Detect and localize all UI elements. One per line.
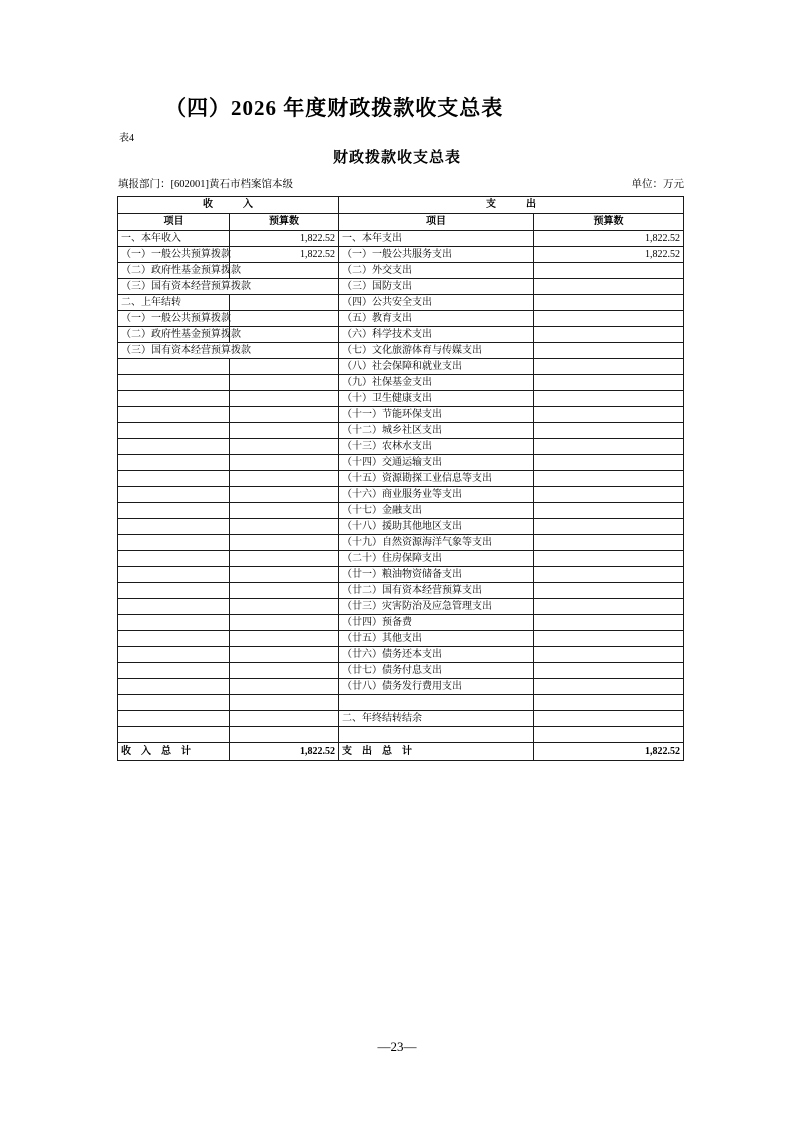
table-row: [118, 279, 684, 295]
expense-value-cell: [534, 663, 684, 679]
expense-item-cell: （八）社会保障和就业支出: [339, 359, 534, 375]
expense-value-cell: [534, 535, 684, 551]
income-item-cell: [118, 679, 230, 695]
table-row: [118, 295, 684, 311]
expense-item-cell: （廿一）粮油物资储备支出: [339, 567, 534, 583]
expense-item-cell: （廿七）债务付息支出: [339, 663, 534, 679]
income-value-cell: [230, 535, 339, 551]
income-item-cell: [118, 423, 230, 439]
income-budget-column-header: 预算数: [230, 214, 339, 231]
expense-item-cell: （六）科学技术支出: [339, 327, 534, 343]
income-value-cell: [230, 503, 339, 519]
income-item-cell: （一）一般公共预算拨款: [118, 247, 230, 263]
income-value-cell: [230, 615, 339, 631]
expense-value-cell: [534, 471, 684, 487]
expense-value-cell: [534, 487, 684, 503]
expense-value-cell: [534, 263, 684, 279]
expense-item-cell: （一）一般公共服务支出: [339, 247, 534, 263]
income-value-cell: [230, 263, 339, 279]
expense-item-cell: （十一）节能环保支出: [339, 407, 534, 423]
expense-value-cell: [534, 679, 684, 695]
income-value-cell: [230, 295, 339, 311]
income-item-cell: （三）国有资本经营预算拨款: [118, 343, 339, 359]
unit-label: 单位：万元: [631, 179, 684, 190]
expense-value-cell: [534, 407, 684, 423]
income-value-cell: [230, 711, 339, 727]
table-row: [118, 583, 684, 599]
expense-value-cell: [534, 423, 684, 439]
expense-item-cell: （廿二）国有资本经营预算支出: [339, 583, 534, 599]
expense-item-cell: （十三）农林水支出: [339, 439, 534, 455]
expense-value-cell: [534, 551, 684, 567]
expenditure-section-header: 支 出: [339, 197, 684, 214]
income-value-cell: [230, 455, 339, 471]
table-row: [118, 487, 684, 503]
expense-item-cell: （十五）资源勘探工业信息等支出: [339, 471, 534, 487]
table-body: [118, 231, 684, 743]
expense-value-cell: [534, 695, 684, 711]
expense-item-cell: （三）国防支出: [339, 279, 534, 295]
expense-value-cell: [534, 631, 684, 647]
table-row: [118, 519, 684, 535]
table-row: [118, 311, 684, 327]
income-item-cell: [118, 519, 230, 535]
income-value-cell: [230, 551, 339, 567]
income-value-cell: [230, 695, 339, 711]
expense-value-cell: [534, 359, 684, 375]
income-value-cell: [230, 311, 339, 327]
expense-item-cell: （九）社保基金支出: [339, 375, 534, 391]
table-row: [118, 615, 684, 631]
expense-item-cell: （十四）交通运输支出: [339, 455, 534, 471]
expense-budget-column-header: 预算数: [534, 214, 684, 231]
expense-item-cell: （廿四）预备费: [339, 615, 534, 631]
income-value-cell: [230, 423, 339, 439]
income-item-cell: （二）政府性基金预算拨款: [118, 263, 230, 279]
expense-total-value-cell: 1,822.52: [534, 743, 684, 761]
table-meta-row: [118, 176, 684, 191]
expense-item-cell: （廿五）其他支出: [339, 631, 534, 647]
expense-item-cell: 二、年终结转结余: [339, 711, 534, 727]
income-value-cell: [230, 471, 339, 487]
expense-value-cell: [534, 519, 684, 535]
table-row: [118, 263, 684, 279]
table-row: [118, 391, 684, 407]
expense-item-cell: （十二）城乡社区支出: [339, 423, 534, 439]
expense-item-cell: （二）外交支出: [339, 263, 534, 279]
expense-value-cell: [534, 503, 684, 519]
income-item-cell: [118, 631, 230, 647]
income-value-cell: [230, 407, 339, 423]
expense-item-cell: [339, 695, 534, 711]
expense-value-cell: [534, 711, 684, 727]
expense-item-cell: （廿八）债务发行费用支出: [339, 679, 534, 695]
expense-item-cell: （十七）金融支出: [339, 503, 534, 519]
income-item-cell: [118, 407, 230, 423]
income-total-value-cell: 1,822.52: [230, 743, 339, 761]
income-item-cell: [118, 439, 230, 455]
income-item-cell: [118, 695, 230, 711]
table-row: [118, 343, 684, 359]
table-row: [118, 231, 684, 247]
income-item-cell: [118, 359, 230, 375]
expense-value-cell: [534, 455, 684, 471]
income-item-cell: [118, 727, 230, 743]
income-item-cell: [118, 663, 230, 679]
income-item-cell: （三）国有资本经营预算拨款: [118, 279, 339, 295]
expense-value-cell: [534, 583, 684, 599]
income-value-cell: [230, 679, 339, 695]
income-item-cell: （二）政府性基金预算拨款: [118, 327, 230, 343]
table-row: [118, 647, 684, 663]
column-header-row: [118, 214, 684, 231]
income-item-cell: [118, 391, 230, 407]
table-title: 财政拨款收支总表: [332, 150, 461, 166]
expense-item-cell: （十六）商业服务业等支出: [339, 487, 534, 503]
income-item-cell: 二、上年结转: [118, 295, 230, 311]
expense-value-cell: 1,822.52: [534, 231, 684, 247]
expense-value-cell: [534, 567, 684, 583]
expense-value-cell: [534, 391, 684, 407]
table-row: [118, 727, 684, 743]
budget-table: [117, 196, 684, 761]
income-value-cell: [230, 663, 339, 679]
income-value-cell: 1,822.52: [230, 231, 339, 247]
expense-value-cell: [534, 295, 684, 311]
expense-item-cell: （十）卫生健康支出: [339, 391, 534, 407]
income-total-label-cell: 收 入 总 计: [118, 743, 230, 761]
income-item-cell: [118, 551, 230, 567]
expense-total-label-cell: 支 出 总 计: [339, 743, 534, 761]
table-row: [118, 471, 684, 487]
income-value-cell: [230, 375, 339, 391]
income-value-cell: [230, 439, 339, 455]
expense-item-cell: （四）公共安全支出: [339, 295, 534, 311]
income-value-cell: [230, 567, 339, 583]
income-value-cell: [230, 631, 339, 647]
expense-item-cell: [339, 727, 534, 743]
table-row: [118, 423, 684, 439]
expense-item-column-header: 项目: [339, 214, 534, 231]
expense-value-cell: [534, 439, 684, 455]
table-row: [118, 695, 684, 711]
income-value-cell: [230, 583, 339, 599]
expense-value-cell: [534, 727, 684, 743]
expense-value-cell: [534, 279, 684, 295]
page-number: —23—: [377, 1039, 417, 1054]
expense-item-cell: 一、本年支出: [339, 231, 534, 247]
income-value-cell: [230, 647, 339, 663]
expense-value-cell: 1,822.52: [534, 247, 684, 263]
expense-value-cell: [534, 327, 684, 343]
income-item-column-header: 项目: [118, 214, 230, 231]
table-row: [118, 407, 684, 423]
table-row: [118, 247, 684, 263]
income-item-cell: [118, 711, 230, 727]
income-value-cell: [230, 327, 339, 343]
income-item-cell: [118, 599, 230, 615]
income-value-cell: [230, 391, 339, 407]
expense-value-cell: [534, 311, 684, 327]
income-value-cell: [230, 519, 339, 535]
table-row: [118, 375, 684, 391]
table-row: [118, 567, 684, 583]
income-item-cell: [118, 647, 230, 663]
reporting-department: 填报部门：[602001]黄石市档案馆本级: [118, 179, 293, 190]
expense-item-cell: （十八）援助其他地区支出: [339, 519, 534, 535]
total-row: [118, 743, 684, 761]
expense-item-cell: （七）文化旅游体育与传媒支出: [339, 343, 534, 359]
income-item-cell: 一、本年收入: [118, 231, 230, 247]
expense-value-cell: [534, 615, 684, 631]
expense-value-cell: [534, 599, 684, 615]
income-item-cell: （一）一般公共预算拨款: [118, 311, 230, 327]
table-row: [118, 711, 684, 727]
table-row: [118, 551, 684, 567]
income-item-cell: [118, 535, 230, 551]
section-header-row: [118, 197, 684, 214]
expense-value-cell: [534, 343, 684, 359]
income-value-cell: 1,822.52: [230, 247, 339, 263]
expense-value-cell: [534, 647, 684, 663]
expense-item-cell: （十九）自然资源海洋气象等支出: [339, 535, 534, 551]
income-value-cell: [230, 359, 339, 375]
income-item-cell: [118, 567, 230, 583]
income-value-cell: [230, 727, 339, 743]
income-item-cell: [118, 487, 230, 503]
income-item-cell: [118, 615, 230, 631]
section-heading: （四）2026 年度财政拨款收支总表: [165, 96, 504, 120]
income-item-cell: [118, 455, 230, 471]
income-section-header: 收 入: [118, 197, 339, 214]
table-row: [118, 503, 684, 519]
table-row: [118, 455, 684, 471]
table-row: [118, 439, 684, 455]
expense-item-cell: （五）教育支出: [339, 311, 534, 327]
income-item-cell: [118, 471, 230, 487]
income-value-cell: [230, 599, 339, 615]
expense-item-cell: （廿六）债务还本支出: [339, 647, 534, 663]
expense-item-cell: （二十）住房保障支出: [339, 551, 534, 567]
expense-item-cell: （廿三）灾害防治及应急管理支出: [339, 599, 534, 615]
table-row: [118, 535, 684, 551]
table-row: [118, 359, 684, 375]
table-tag: 表4: [119, 133, 134, 144]
table-row: [118, 663, 684, 679]
income-item-cell: [118, 375, 230, 391]
table-row: [118, 631, 684, 647]
table-row: [118, 599, 684, 615]
table-row: [118, 327, 684, 343]
expense-value-cell: [534, 375, 684, 391]
income-value-cell: [230, 487, 339, 503]
table-row: [118, 679, 684, 695]
income-item-cell: [118, 503, 230, 519]
income-item-cell: [118, 583, 230, 599]
